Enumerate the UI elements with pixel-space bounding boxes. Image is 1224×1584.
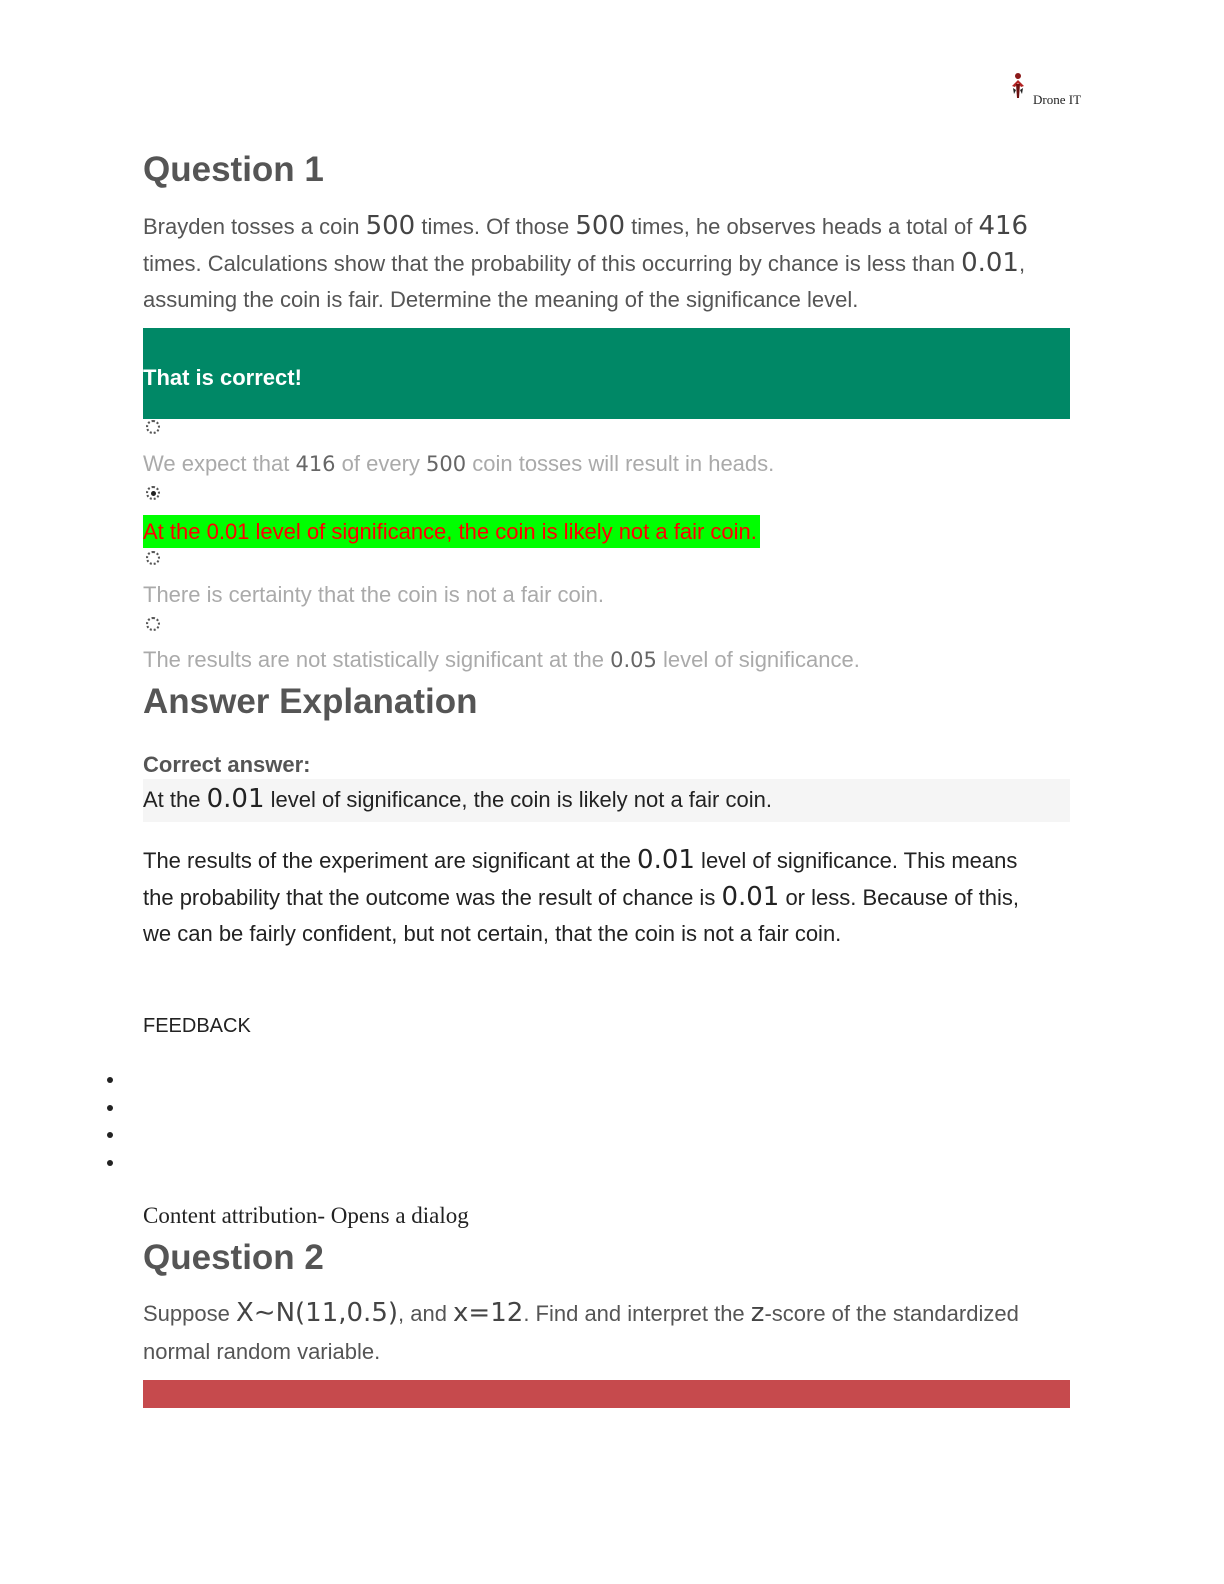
explanation-text: The results of the experiment are significant at the 0.01 level of significance. This means the probability that the outcome was the result of chance is 0.01 or less. Because of this, we can be fairly confident, but not certain, that the coin is not a fair coin.	[143, 845, 1019, 946]
bullet-2-icon	[107, 1105, 113, 1111]
option-4-text[interactable]: The results are not statistically significant at the 0.05 level of significance.	[143, 647, 860, 672]
correct-feedback-text: That is correct!	[143, 365, 302, 390]
option-4-radio[interactable]	[146, 617, 160, 631]
question-2-prompt: Suppose X∼N(11,0.5), and x=12. Find and interpret the z-score of the standardized normal random variable.	[143, 1298, 1019, 1364]
brand-name: Drone IT	[1033, 92, 1082, 107]
question-1-title: Question 1	[143, 150, 324, 189]
correct-answer-text: At the 0.01 level of significance, the coin is likely not a fair coin.	[143, 784, 772, 814]
question-1-prompt: Brayden tosses a coin 500 times. Of those 500 times, he observes heads a total of 416 times. Calculations show that the probability of this occurring by chance is less than 0.01, assuming the coin is fair. Determine the meaning of the significance level.	[143, 211, 1029, 312]
option-2-text-selected[interactable]: At the 0.01 level of significance, the coin is likely not a fair coin.	[143, 515, 760, 548]
option-3-radio[interactable]	[146, 551, 160, 565]
drone-it-logo-icon	[1009, 72, 1027, 102]
correct-answer-label: Correct answer:	[143, 752, 311, 777]
bullet-4-icon	[107, 1160, 113, 1166]
question-2-title: Question 2	[143, 1238, 324, 1277]
option-2-radio-selected[interactable]	[146, 486, 160, 500]
option-1-text[interactable]: We expect that 416 of every 500 coin tosses will result in heads.	[143, 451, 775, 476]
feedback-label[interactable]: FEEDBACK	[143, 1015, 251, 1037]
bullet-3-icon	[107, 1132, 113, 1138]
option-3-text[interactable]: There is certainty that the coin is not a fair coin.	[143, 582, 605, 607]
option-1-radio[interactable]	[146, 420, 160, 434]
content-attribution-link[interactable]: Content attribution- Opens a dialog	[143, 1203, 469, 1228]
answer-explanation-title: Answer Explanation	[143, 682, 478, 721]
incorrect-feedback-banner	[143, 1380, 1070, 1408]
bullet-1-icon	[107, 1077, 113, 1083]
